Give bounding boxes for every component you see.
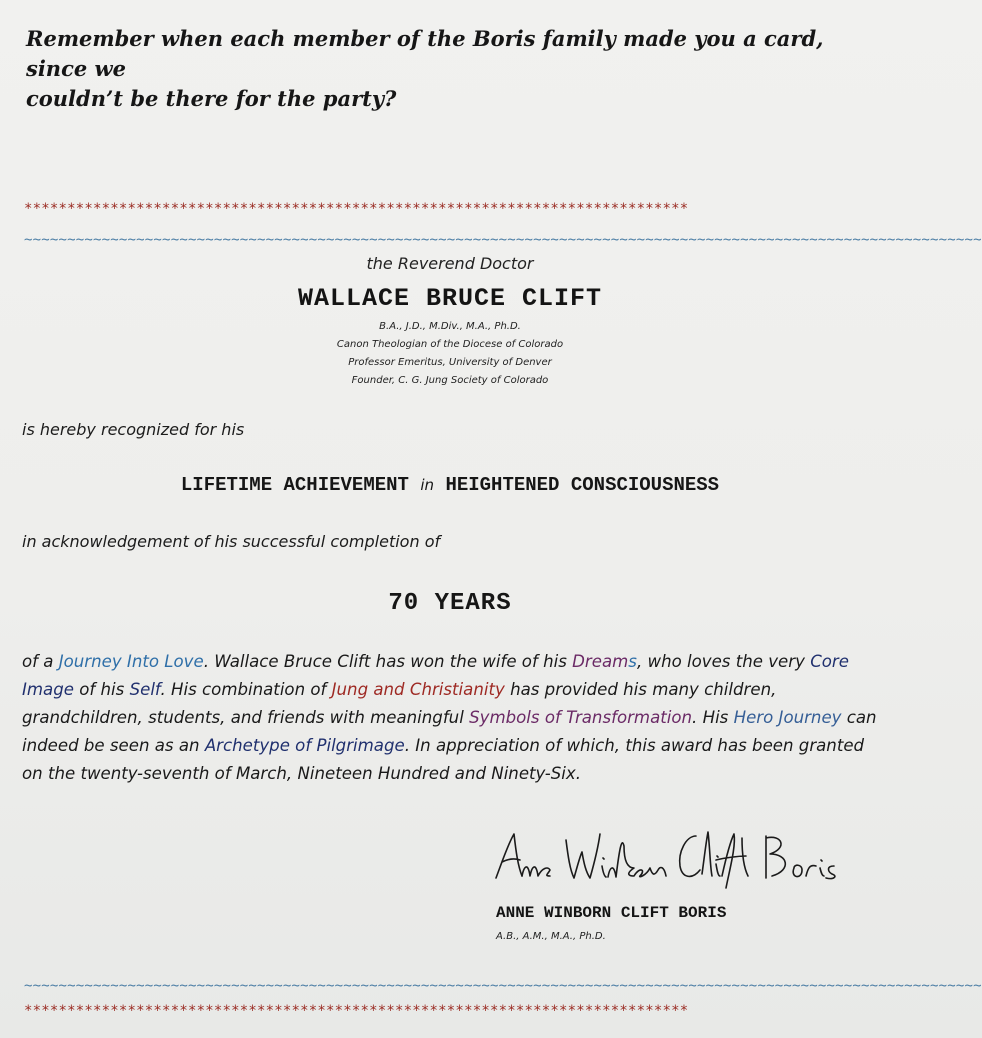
credential-founder: Founder, C. G. Jung Society of Colorado bbox=[351, 375, 549, 386]
highlight-journey-into-love: Journey Into Love bbox=[58, 652, 204, 671]
highlight-symbols-of-transformation: Symbols of Transformation bbox=[469, 708, 693, 727]
top-wave-border: ~~~~~~~~~~~~~~~~~~~~~~~~~~~~~~~~~~~~~~~~~~~~~~~~~~~~~~~~~~~~~~~~~~~~~~~~~~~~~~~~~~~~~~~~~~~~~~~~~~~~~~~~~~~~~~~ bbox=[24, 232, 982, 248]
handwritten-signature bbox=[490, 822, 870, 894]
achievement-title bbox=[0, 474, 900, 496]
intro-line-2: couldn’t be there for the party? bbox=[26, 86, 397, 111]
body-text-segment: . His combination of bbox=[160, 680, 332, 699]
body-text-segment: . In appreciation of which, this award has been granted on the twenty-seventh of March, Nineteen Hundred and Ninety-Six. bbox=[22, 736, 865, 783]
highlight-dreams-suffix: s bbox=[628, 652, 637, 671]
body-text-segment: of his bbox=[73, 680, 130, 699]
body-text-segment: has provided his many children, grandchildren, students, and friends with meaningful bbox=[22, 680, 777, 727]
signer-credentials: A.B., A.M., M.A., Ph.D. bbox=[496, 931, 606, 942]
credential-canon: Canon Theologian of the Diocese of Colorado bbox=[336, 339, 564, 350]
years-heading: 70 YEARS bbox=[388, 590, 512, 617]
highlight-jung-and-christianity: Jung and Christianity bbox=[331, 680, 505, 699]
highlight-self: Self bbox=[129, 680, 161, 699]
body-text-segment: . His bbox=[692, 708, 734, 727]
bottom-wave-border: ~~~~~~~~~~~~~~~~~~~~~~~~~~~~~~~~~~~~~~~~~~~~~~~~~~~~~~~~~~~~~~~~~~~~~~~~~~~~~~~~~~~~~~~~~~~~~~~~~~~~~~~~~~~~~~~ bbox=[24, 978, 982, 994]
highlight-archetype-of-pilgrimage: Archetype of Pilgrimage bbox=[204, 736, 405, 755]
credential-professor: Professor Emeritus, University of Denver bbox=[348, 357, 552, 368]
honoree-title: the Reverend Doctor bbox=[366, 254, 534, 273]
highlight-dreams: Dream bbox=[572, 652, 629, 671]
body-text-segment: . Wallace Bruce Clift has won the wife of his bbox=[203, 652, 573, 671]
honoree-credentials bbox=[0, 318, 900, 390]
top-star-border: ***************************************************************************** bbox=[24, 201, 689, 217]
intro-note bbox=[26, 24, 876, 114]
highlight-hero-journey: Hero Journey bbox=[733, 708, 842, 727]
body-text-segment: of a bbox=[22, 652, 59, 671]
honoree-name: WALLACE BRUCE CLIFT bbox=[297, 284, 603, 313]
credential-degrees: B.A., J.D., M.Div., M.A., Ph.D. bbox=[379, 321, 521, 332]
acknowledgement-line: in acknowledgement of his successful completion of bbox=[22, 532, 441, 551]
achievement-part-2: HEIGHTENED CONSCIOUSNESS bbox=[445, 474, 720, 496]
bottom-star-border: ***************************************************************************** bbox=[24, 1003, 689, 1019]
highlight-core-image: Core Image bbox=[22, 652, 849, 699]
award-body-paragraph bbox=[22, 648, 882, 788]
recognition-line: is hereby recognized for his bbox=[22, 420, 245, 439]
achievement-part-1: LIFETIME ACHIEVEMENT bbox=[180, 474, 409, 496]
body-text-segment: can indeed be seen as an bbox=[22, 708, 877, 755]
signer-name: ANNE WINBORN CLIFT BORIS bbox=[496, 904, 727, 922]
body-text-segment: , who loves the very bbox=[636, 652, 811, 671]
achievement-connector: in bbox=[420, 476, 435, 494]
intro-line-1: Remember when each member of the Boris family made you a card, since we bbox=[26, 26, 824, 81]
